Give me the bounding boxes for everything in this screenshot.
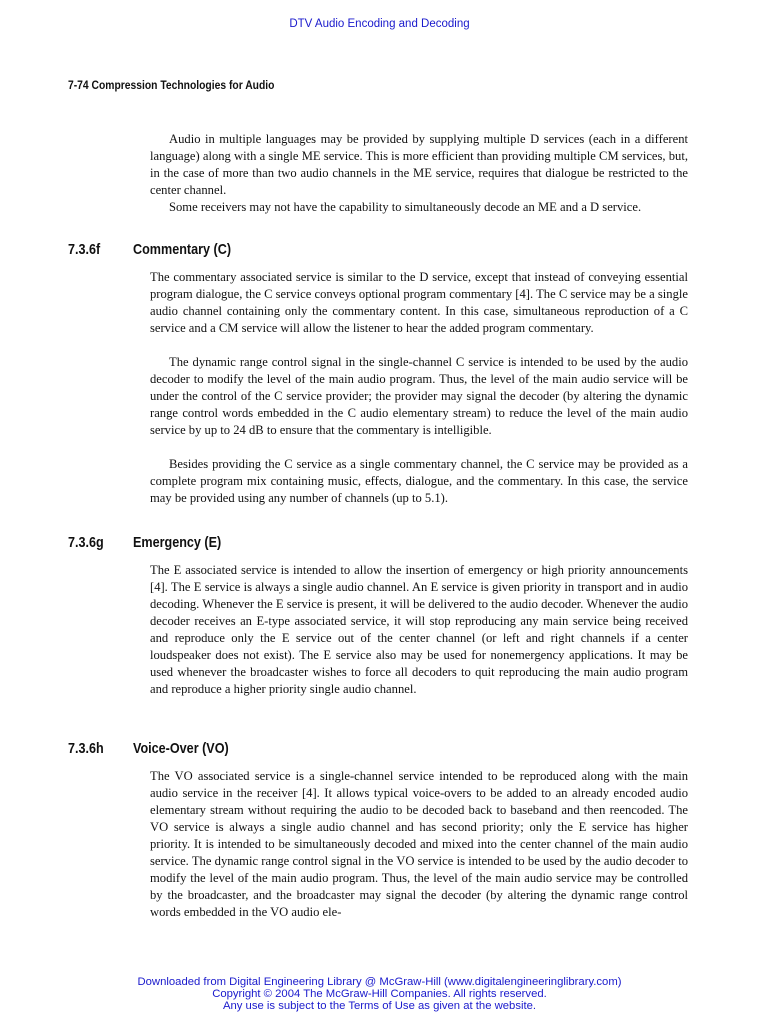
intro-paragraph-2: Some receivers may not have the capability to simultaneously decode an ME and a D service. xyxy=(169,200,642,214)
commentary-paragraph-1: The commentary associated service is similar to the D service, except that instead of conveying essential program dialogue, the C service conveys optional program commentary [4]. The C service may be a single audio channel containing only the commentary content. In this case, simultaneous reproduction of a C service and a CM service will allow the listener to hear the added program commentary. xyxy=(150,270,688,335)
footer-terms-line[interactable]: Any use is subject to the Terms of Use as given at the website. xyxy=(222,1000,537,1012)
intro-paragraph-1: Audio in multiple languages may be provided by supplying multiple D services (each in a different language) along with a single ME service. This is more efficient than providing multiple CM services, but, in the case of more than two audio channels in the ME service, requires that dialogue be restricted to the center channel. xyxy=(150,132,688,197)
footer-copyright-line[interactable]: Copyright © 2004 The McGraw-Hill Companies. All rights reserved. xyxy=(212,988,547,1000)
section-title-voice-over: Voice-Over (VO) xyxy=(133,740,229,757)
footer xyxy=(0,976,759,1012)
commentary-paragraph-2: The dynamic range control signal in the single-channel C service is intended to be used by the audio decoder to modify the level of the main audio program. Thus, the level of the main audio service will be under the control of the C service provider; the provider may signal the decoder (by altering the dynamic range control words embedded in the C audio elementary stream) to reduce the level of the main audio service by up to 24 dB to ensure that the commentary is intelligible. xyxy=(150,355,688,437)
section-number-voice-over: 7.3.6h xyxy=(68,740,104,757)
voice-over-paragraph-1: The VO associated service is a single-channel service intended to be reproduced along with the main audio service in the receiver [4]. It allows typical voice-overs to be added to an already encoded audio elementary stream without requiring the audio to be decoded back to baseband and then reencoded. The VO service is always a single audio channel and has second priority; only the E service has higher priority. It is intended to be simultaneously decoded and mixed into the center channel of the main audio service. The dynamic range control signal in the VO service is intended to be used by the audio decoder to modify the level of the main audio program. Thus, the level of the main audio service may be controlled by the broadcaster, and the broadcaster may signal the decoder (by altering the dynamic range control words embedded in the VO audio ele- xyxy=(150,769,688,919)
section-title-commentary: Commentary (C) xyxy=(133,241,232,258)
section-number-commentary: 7.3.6f xyxy=(68,241,101,258)
commentary-paragraph-3: Besides providing the C service as a single commentary channel, the C service may be provided as a complete program mix containing music, effects, dialogue, and the commentary. In this case, the service may be provided using any number of channels (up to 5.1). xyxy=(150,457,688,505)
section-number-emergency: 7.3.6g xyxy=(68,534,104,551)
emergency-paragraph-1: The E associated service is intended to allow the insertion of emergency or high priority announcements [4]. The E service is always a single audio channel. An E service is given priority in transport and in audio decoding. Whenever the E service is present, it will be delivered to the audio decoder. Whenever the audio decoder receives an E-type associated service, it will stop reproducing any main service being received and reproduce only the E service out of the center channel (or left and right channels if a center loudspeaker does not exist). The E service also may be used for nonemergency applications. It may be used whenever the broadcaster wishes to force all decoders to quit reproducing the main audio program and reproduce a higher priority single audio channel. xyxy=(150,563,688,696)
section-title-emergency: Emergency (E) xyxy=(133,534,222,551)
header-link[interactable]: DTV Audio Encoding and Decoding xyxy=(289,18,470,30)
footer-download-line[interactable]: Downloaded from Digital Engineering Library @ McGraw-Hill (www.digitalengineeringlibrary.com) xyxy=(137,976,622,988)
running-head: 7-74 Compression Technologies for Audio xyxy=(68,78,275,92)
